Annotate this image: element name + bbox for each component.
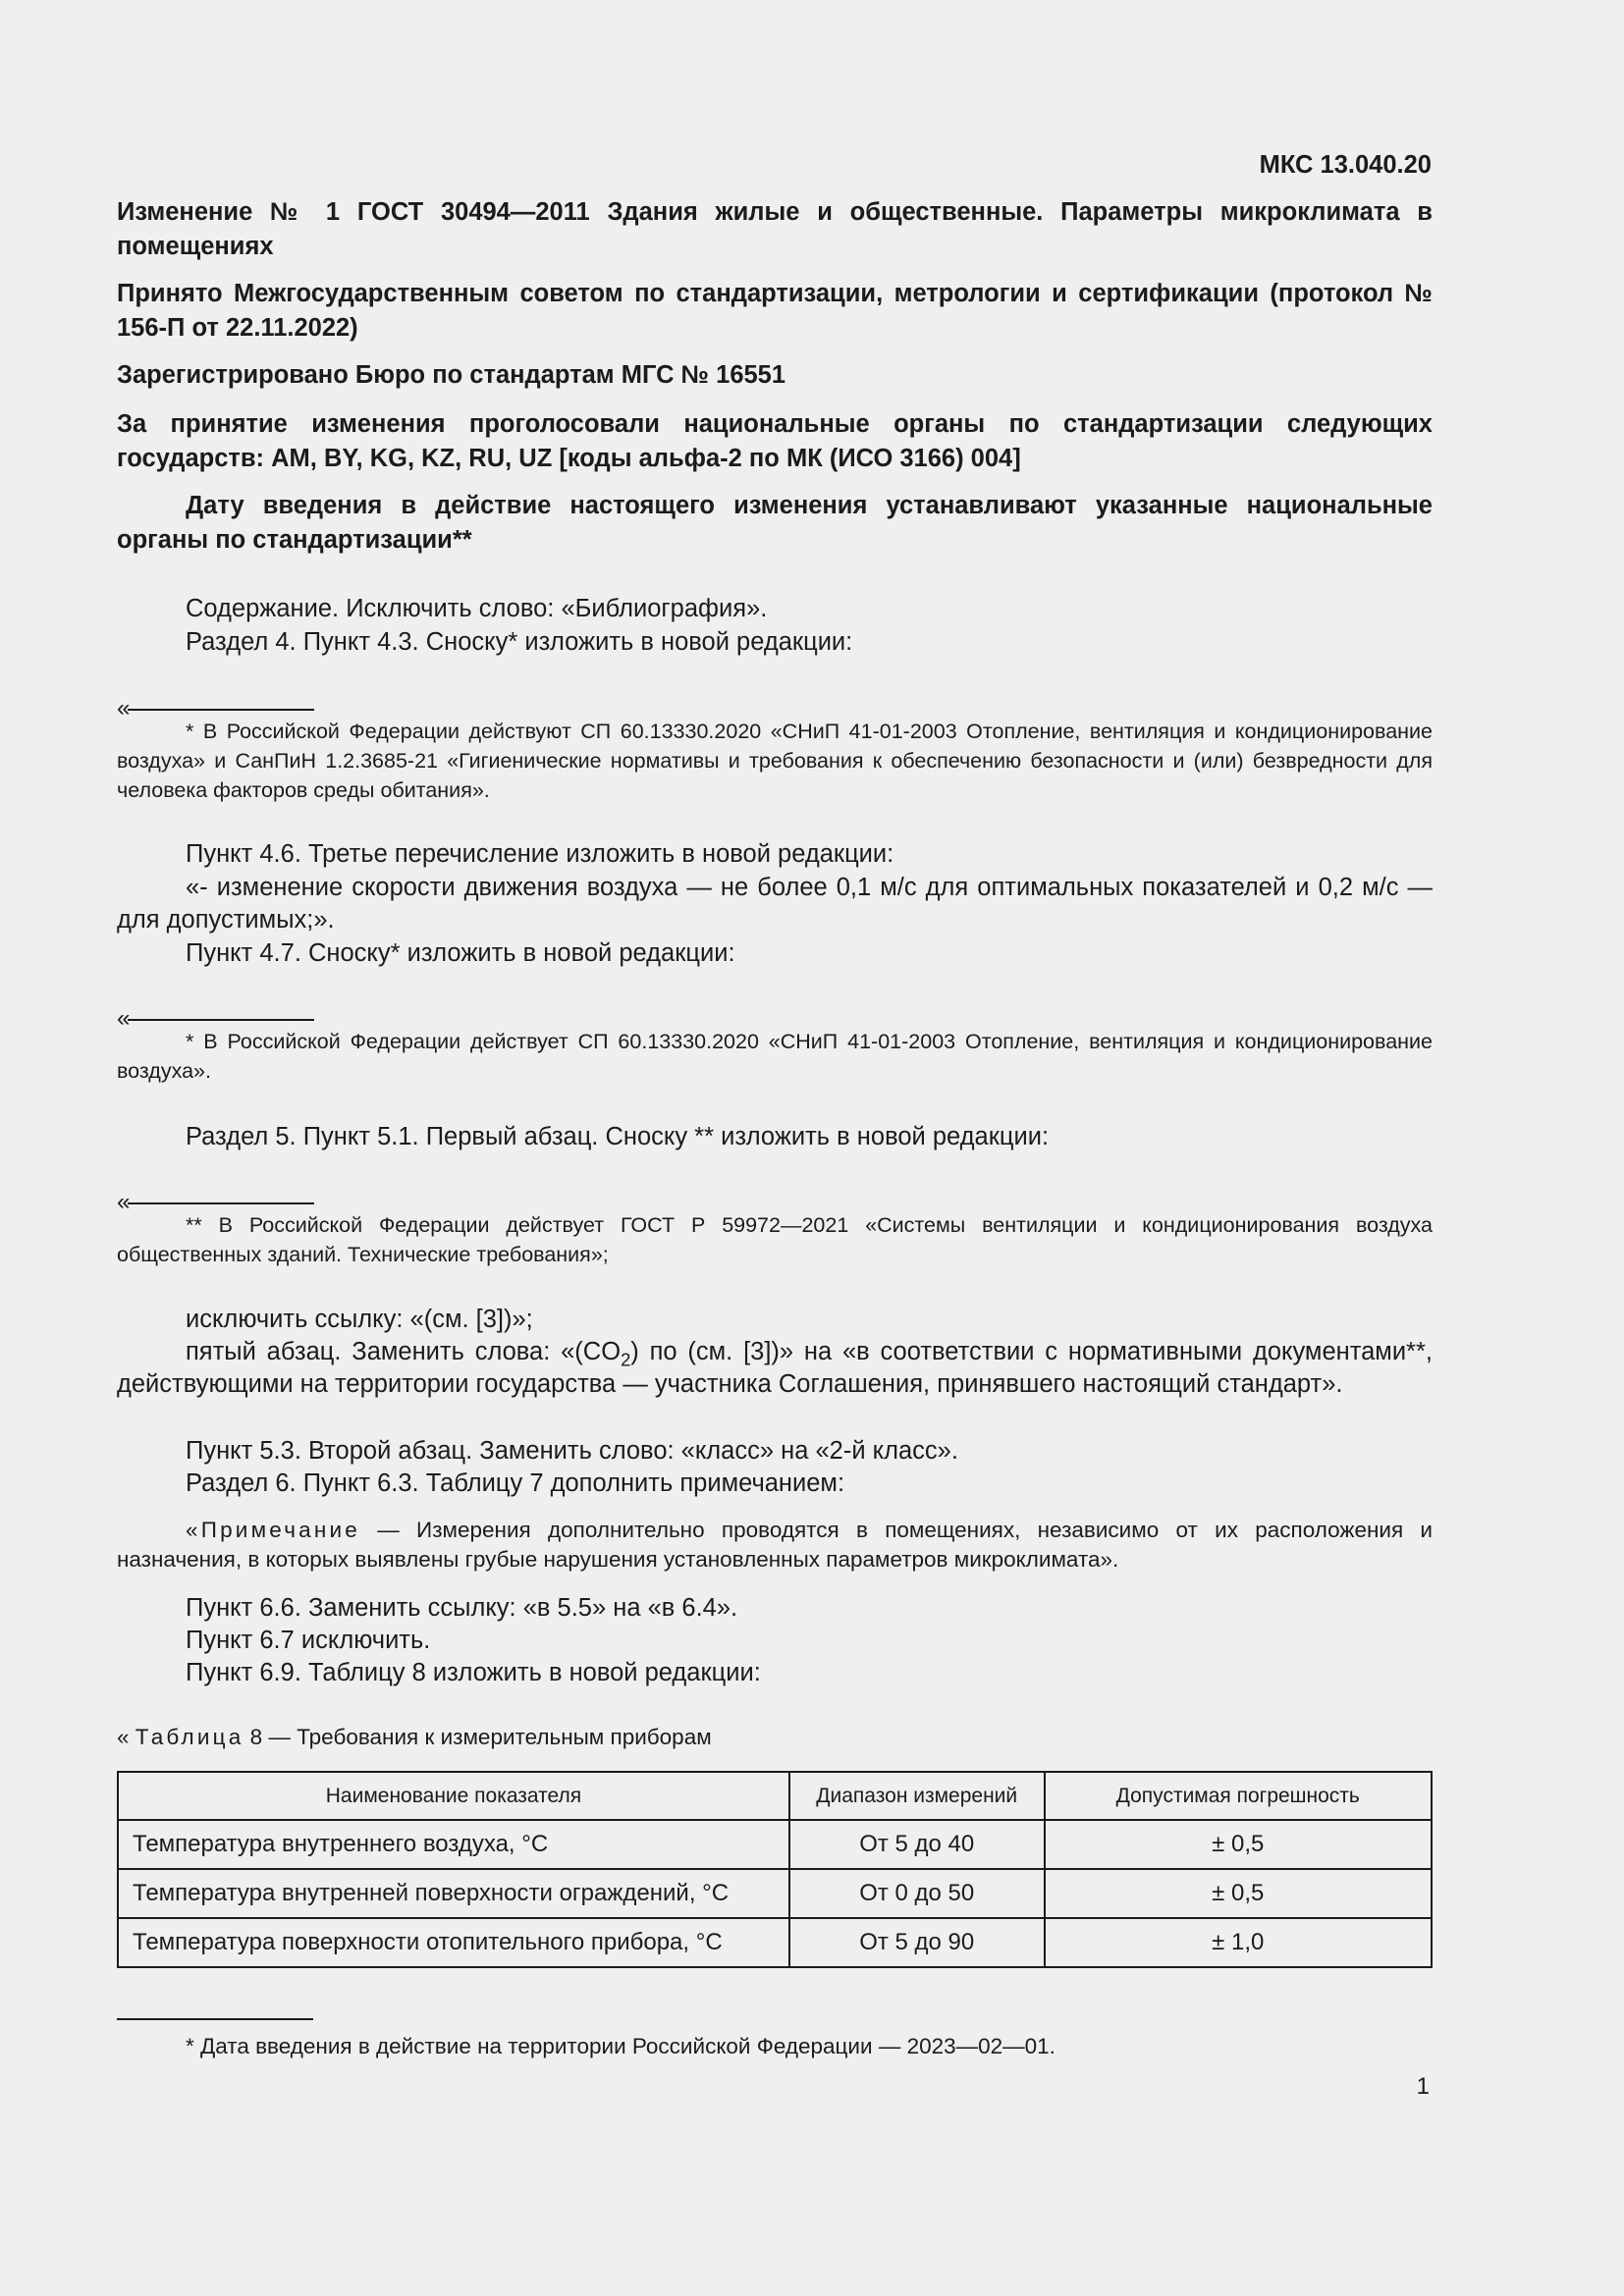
change-title: Изменение № 1 ГОСТ 30494—2011 Здания жилые и общественные. Параметры микроклимата в помещениях (117, 198, 1433, 260)
note-text: — Измерения дополнительно проводятся в помещениях, независимо от их расположения и назначения, в которых выявлены грубые нарушения установленных параметров микроклимата». (117, 1518, 1433, 1572)
caption-rest: 8 — Требования к измерительным приборам (249, 1725, 712, 1749)
quote-mark: « (117, 1005, 131, 1032)
paragraph-section-4: Раздел 4. Пункт 4.3. Сноску* изложить в новой редакции: (186, 628, 853, 656)
paragraph-4-6-text: «- изменение скорости движения воздуха — не более 0,1 м/с для оптимальных показателей и 0,2 м/с — для допустимых;». (117, 874, 1433, 934)
adoption-statement: Принято Межгосударственным советом по стандартизации, метрологии и сертификации (протокол № 156-П от 22.11.2022) (117, 280, 1433, 342)
paragraph-fifth (117, 1336, 1433, 1401)
permissible-error: ± 1,0 (1045, 1918, 1432, 1967)
paragraph-fifth-start: пятый абзац. Заменить слова: «(CO (186, 1338, 622, 1365)
page-footnote: * Дата введения в действие на территории Российской Федерации — 2023—02—01. (186, 2034, 1056, 2058)
caption-word: Таблица (135, 1725, 244, 1749)
note-label: «Примечание (186, 1518, 360, 1542)
table-7-note (117, 1516, 1433, 1575)
column-header: Допустимая погрешность (1045, 1772, 1432, 1820)
page-number: 1 (1416, 2073, 1430, 2100)
indicator-name: Температура поверхности отопительного прибора, °С (118, 1918, 789, 1967)
paragraph-4-6: Пункт 4.6. Третье перечисление изложить в новой редакции: (186, 840, 894, 868)
measurement-range: От 5 до 90 (789, 1918, 1045, 1967)
co2-subscript: 2 (621, 1349, 631, 1370)
table-header-row (118, 1772, 1432, 1820)
footnote-rule (128, 1019, 314, 1021)
caption-quote: « (117, 1725, 130, 1749)
paragraph-exclude-link: исключить ссылку: «(см. [3])»; (186, 1306, 533, 1333)
footnote-4-3: * В Российской Федерации действуют СП 60.13330.2020 «СНиП 41-01-2003 Отопление, вентиляция и кондиционирование воздуха» и СанПиН 1.2.3685-21 «Гигиенические нормативы и требования к обеспечению безопасности и (или) безвредности для человека факторов среды обитания». (117, 720, 1433, 802)
footnote-rule (128, 1202, 314, 1204)
registration-statement: Зарегистрировано Бюро по стандартам МГС № 16551 (117, 361, 786, 389)
paragraph-contents: Содержание. Исключить слово: «Библиография». (186, 595, 768, 622)
paragraph-5-3: Пункт 5.3. Второй абзац. Заменить слово: «класс» на «2-й класс». (186, 1437, 958, 1465)
paragraph-6-6: Пункт 6.6. Заменить ссылку: «в 5.5» на «в 6.4». (186, 1594, 738, 1622)
permissible-error: ± 0,5 (1045, 1869, 1432, 1918)
quote-mark: « (117, 695, 131, 721)
footnote-5-1: ** В Российской Федерации действует ГОСТ Р 59972—2021 «Системы вентиляции и кондиционирования воздуха общественных зданий. Технические требования»; (117, 1213, 1433, 1266)
measurement-range: От 5 до 40 (789, 1820, 1045, 1869)
table-8 (117, 1771, 1433, 1968)
column-header: Диапазон измерений (789, 1772, 1045, 1820)
paragraph-fifth-end: ) по (см. [3])» на «в соответствии с нормативными документами**, действующими на территории государства — участника Соглашения, принявшего настоящий стандарт». (117, 1338, 1433, 1398)
paragraph-section-5: Раздел 5. Пункт 5.1. Первый абзац. Сноску ** изложить в новой редакции: (186, 1123, 1050, 1150)
mks-code: МКС 13.040.20 (1259, 151, 1432, 179)
quote-mark: « (117, 1189, 131, 1215)
indicator-name: Температура внутреннего воздуха, °С (118, 1820, 789, 1869)
permissible-error: ± 0,5 (1045, 1820, 1432, 1869)
indicator-name: Температура внутренней поверхности ограждений, °С (118, 1869, 789, 1918)
table-row (118, 1820, 1432, 1869)
table-row (118, 1869, 1432, 1918)
voting-statement: За принятие изменения проголосовали национальные органы по стандартизации следующих государств: AM, BY, KG, KZ, RU, UZ [коды альфа-2 по МК (ИСО 3166) 004] (117, 410, 1433, 472)
table-row (118, 1918, 1432, 1967)
footnote-rule (128, 709, 314, 711)
paragraph-6-7: Пункт 6.7 исключить. (186, 1627, 431, 1654)
measurement-range: От 0 до 50 (789, 1869, 1045, 1918)
table-8-caption (117, 1723, 712, 1752)
paragraph-6-9: Пункт 6.9. Таблицу 8 изложить в новой редакции: (186, 1659, 761, 1686)
page-footnote-rule (117, 2018, 313, 2020)
paragraph-section-6: Раздел 6. Пункт 6.3. Таблицу 7 дополнить примечанием: (186, 1469, 845, 1497)
paragraph-4-7: Пункт 4.7. Сноску* изложить в новой редакции: (186, 939, 735, 967)
footnote-4-7: * В Российской Федерации действует СП 60.13330.2020 «СНиП 41-01-2003 Отопление, вентиляция и кондиционирование воздуха». (117, 1030, 1433, 1083)
effective-date-statement: Дату введения в действие настоящего изменения устанавливают указанные национальные органы по стандартизации** (117, 492, 1433, 554)
column-header: Наименование показателя (118, 1772, 789, 1820)
